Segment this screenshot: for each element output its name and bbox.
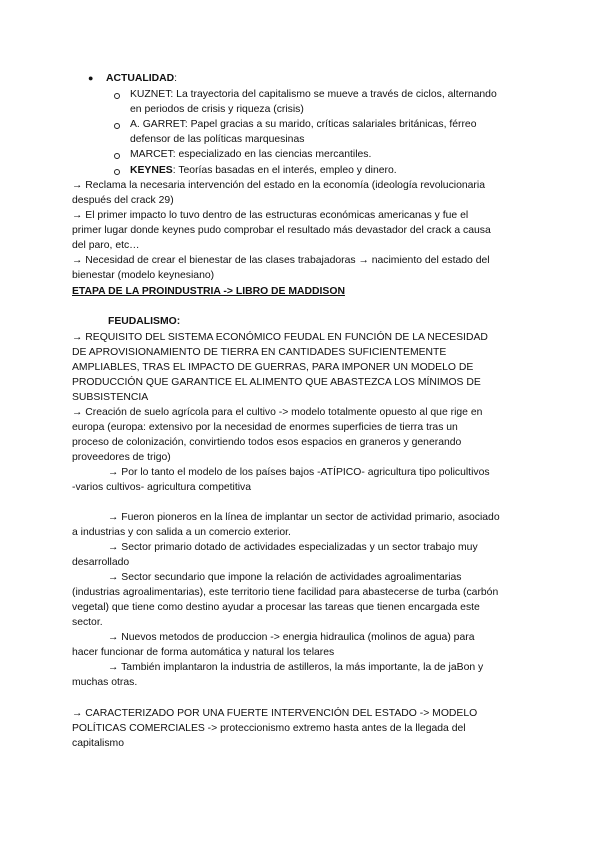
note-line: primer lugar donde keynes pudo comprobar el resultado más devastador del crack a causa [72, 225, 491, 236]
paises-bajos-line: → Por lo tanto el modelo de los países bajos -ATÍPICO- agricultura tipo policultivos [108, 467, 490, 478]
primario-line: → Sector primario dotado de actividades especializadas y un sector trabajo muy [108, 542, 478, 553]
astilleros-line: → También implantaron la industria de astilleros, la más importante, la de jaBon y [108, 662, 484, 673]
feudalismo-heading: FEUDALISMO: [108, 316, 181, 327]
actualidad-heading-text: ACTUALIDAD [106, 73, 175, 84]
garret-line-1: A. GARRET: Papel gracias a su marido, críticas salariales británicas, férreo [130, 119, 477, 130]
requisito-line: SUBSISTENCIA [72, 392, 149, 403]
estado-line: capitalismo [72, 738, 124, 749]
pioneros-line: → Fueron pioneros en la línea de implantar un sector de actividad primario, asociado [108, 512, 500, 523]
metodos-line: → Nuevos metodos de produccion -> energia hidraulica (molinos de agua) para [108, 632, 475, 643]
section-title: ETAPA DE LA PROINDUSTRIA -> LIBRO DE MADDISON [72, 286, 345, 297]
marcet-line: MARCET: especializado en las ciencias mercantiles. [130, 149, 372, 160]
pioneros-line: a industrias y con salida a un comercio exterior. [72, 527, 291, 538]
note-line: después del crack 29) [72, 195, 174, 206]
metodos-line: hacer funcionar de forma automática y natural los telares [72, 647, 335, 658]
actualidad-heading-colon: : [174, 73, 177, 84]
keynes-name: KEYNES [130, 165, 173, 176]
secundario-line: sector. [72, 617, 103, 628]
sub-bullet-circle [114, 153, 120, 159]
requisito-line: DE APROVISIONAMIENTO DE TIERRA EN CANTIDADES SUFICIENTEMENTE [72, 347, 447, 358]
paises-bajos-line: -varios cultivos- agricultura competitiva [72, 482, 252, 493]
primario-line: desarrollado [72, 557, 130, 568]
secundario-line: (industrias agroalimentarias), este territorio tiene facilidad para abastecerse de turba (carbón [72, 587, 499, 598]
note-line: bienestar (modelo keynesiano) [72, 270, 215, 281]
keynes-rest: : Teorías basadas en el interés, empleo y dinero. [172, 165, 397, 176]
creacion-line: → Creación de suelo agrícola para el cultivo -> modelo totalmente opuesto al que rige en [72, 407, 483, 418]
note-line: → Reclama la necesaria intervención del estado en la economía (ideología revolucionaria [72, 180, 485, 191]
note-line: → Necesidad de crear el bienestar de las clases trabajadoras → nacimiento del estado del [72, 255, 490, 266]
garret-line-2: defensor de las políticas marquesinas [130, 134, 305, 145]
sub-bullet-circle [114, 123, 120, 129]
estado-line: → CARACTERIZADO POR UNA FUERTE INTERVENCIÓN DEL ESTADO -> MODELO [72, 708, 478, 719]
creacion-line: europa (europa: extensivo por la necesidad de enormes superficies de tierra tras un [72, 422, 458, 433]
estado-line: POLÍTICAS COMERCIALES -> proteccionismo extremo hasta antes de la llegada del [72, 723, 466, 734]
note-line: → El primer impacto lo tuvo dentro de las estructuras económicas americanas y fue el [72, 210, 469, 221]
kuznet-line-2: en periodos de crisis y riqueza (crisis) [130, 104, 304, 115]
note-line: del paro, etc… [72, 240, 140, 251]
keynes-line [130, 164, 397, 177]
astilleros-line: muchas otras. [72, 677, 138, 688]
sub-bullet-circle [114, 169, 120, 175]
secundario-line: → Sector secundario que impone la relación de actividades agroalimentarias [108, 572, 462, 583]
creacion-line: proceso de colonización, convirtiendo todos esos espacios en graneros y generando [72, 437, 462, 448]
creacion-line: proveedores de trigo) [72, 452, 171, 463]
kuznet-line-1: KUZNET: La trayectoria del capitalismo se mueve a través de ciclos, alternando [130, 89, 497, 100]
bullet-dot: ● [88, 73, 94, 83]
requisito-line: PRODUCCIÓN QUE GARANTICE EL ALIMENTO QUE ABASTEZCA LOS MÍNIMOS DE [72, 377, 481, 388]
sub-bullet-circle [114, 93, 120, 99]
requisito-line: → REQUISITO DEL SISTEMA ECONÓMICO FEUDAL EN FUNCIÓN DE LA NECESIDAD [72, 332, 488, 343]
secundario-line: vegetal) que tiene como destino ayudar a procesar las tareas que tienen encargada este [72, 602, 480, 613]
requisito-line: AMPLIABLES, TRAS EL IMPACTO DE GUERRAS, PARA IMPONER UN MODELO DE [72, 362, 474, 373]
actualidad-heading [106, 72, 177, 85]
